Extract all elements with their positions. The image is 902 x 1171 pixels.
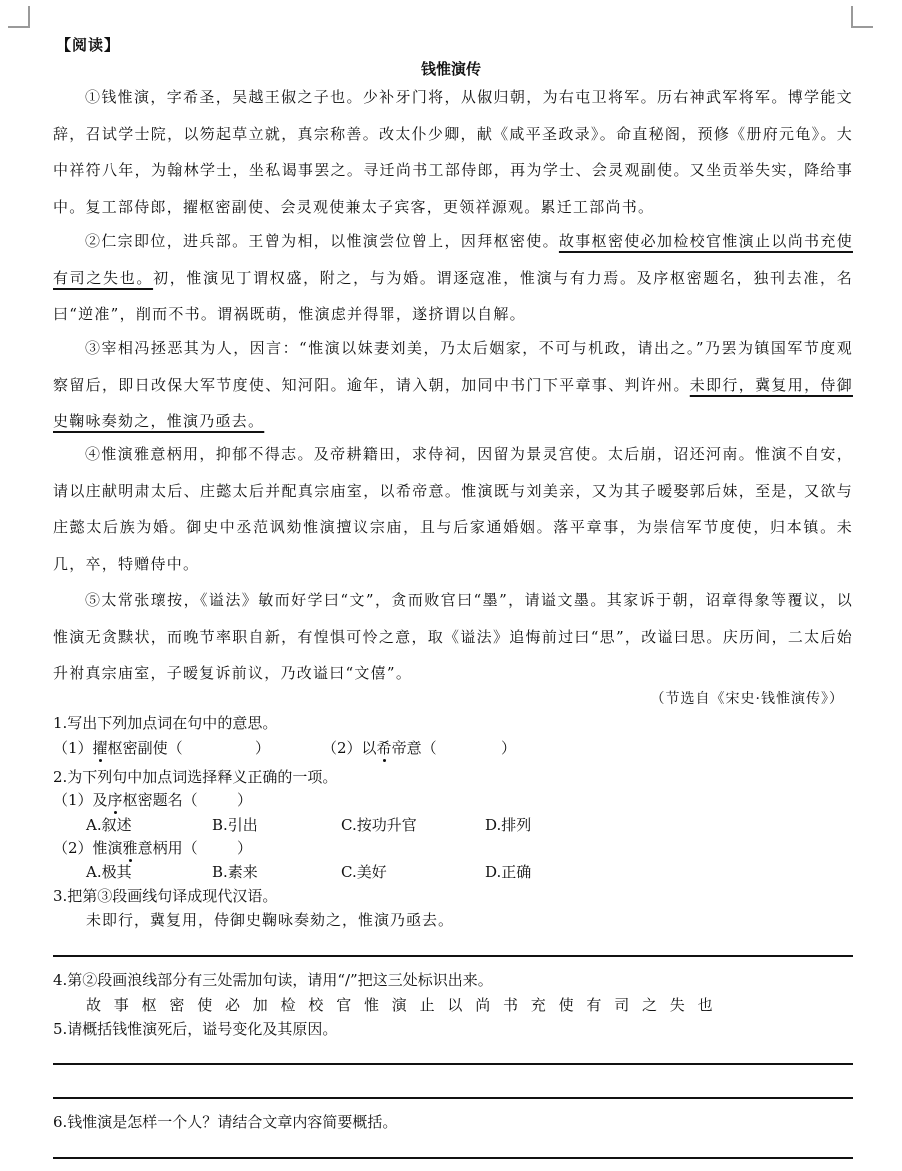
question-6-stem: 6.钱惟演是怎样一个人？请结合文章内容简要概括。 [53,1113,398,1131]
paragraph-1: ①钱惟演，字希圣，吴越王俶之子也。少补牙门将，从俶归朝，为右屯卫将军。历右神武军将军。博学能文辞，召试学士院，以笏起草立就，真宗称善。改太仆少卿，献《咸平圣政录》。命直秘阁，预修《册府元龟》。大中祥符八年，为翰林学士，坐私谒事罢之。寻迁尚书工部侍郎，再为学士、会灵观副使。又坐贡举失实，降给事中。复工部侍郎，擢枢密副使、会灵观使兼太子宾客，更领祥源观。累迁工部尚书。 [53,88,853,216]
section-tag: 【阅读】 [56,36,121,54]
option-c: C.美好 [341,863,387,881]
question-1-item-2: （2）以希帝意（ [322,739,437,757]
question-5-stem: 5.请概括钱惟演死后，谥号变化及其原因。 [53,1020,338,1038]
option-b: B.引出 [212,816,258,834]
answer-blank-close: ） [255,739,271,757]
option-d: D.正确 [485,863,532,881]
question-3-stem: 3.把第③段画线句译成现代汉语。 [53,887,278,905]
paragraph-4: ④惟演雅意柄用，抑郁不得志。及帝耕籍田，求侍祠，因留为景灵宫使。太后崩，诏还河南。惟演不自安，请以庄献明肃太后、庄懿太后并配真宗庙室，以希帝意。惟演既与刘美亲，又为其子暧娶郭后妹，至是，又欲与庄懿太后族为婚。御史中丞范讽劾惟演擅议宗庙，且与后家通婚姻。落平章事，为崇信军节度使，归本镇。未几，卒，特赠侍中。 [53,445,853,573]
paragraph-2: ②仁宗即位，进兵部。王曾为相，以惟演尝位曾上，因拜枢密使。故事枢密使必加检校官惟演止以尚书充使有司之失也。初，惟演见丁谓权盛，附之，与为婚。谓逐寇准，惟演与有力焉。及序枢密题名，独刊去准，名曰“逆准”，削而不书。谓祸既萌，惟演虑并得罪，遂挤谓以自解。 [53,232,853,323]
option-b: B.素来 [212,863,258,881]
answer-line [53,1097,853,1099]
question-4-sentence: 故事枢密使必加检校官惟演止以尚书充使有司之失也 [86,996,726,1014]
option-d: D.排列 [485,816,532,834]
crop-mark [851,6,853,28]
crop-mark [8,26,30,28]
question-2-item-1: （1）及序枢密题名（ [53,791,198,809]
answer-blank-close: ） [237,791,253,809]
question-1-stem: 1.写出下列加点词在句中的意思。 [53,714,278,732]
answer-line [53,1063,853,1065]
answer-blank-close: ） [237,839,253,857]
question-2-stem: 2.为下列句中加点词选择释义正确的一项。 [53,768,338,786]
question-4-stem: 4.第②段画浪线部分有三处需加句读，请用“/”把这三处标识出来。 [53,971,493,989]
option-c: C.按功升官 [341,816,417,834]
paragraph-3: ③宰相冯拯恶其为人，因言：“惟演以妹妻刘美，乃太后姻家，不可与机政，请出之。”乃罢为镇国军节度观察留后，即日改保大军节度使、知河阳。逾年，请入朝，加同中书门下平章事、判许州。未即行，冀复用，侍御史鞠咏奏劾之，惟演乃亟去。 [53,339,853,430]
wavy-underlined-sentence: 故事枢密使必加检校官惟演止以尚书充使有司之失也。 [53,232,853,287]
source-citation: （节选自《宋史·钱惟演传》） [650,691,844,707]
answer-line [53,1157,853,1159]
dotted-word: 希 [376,739,392,757]
question-2-item-2: （2）惟演雅意柄用（ [53,839,198,857]
crop-mark [28,6,30,28]
answer-blank-close: ） [501,739,517,757]
answer-line [53,955,853,957]
underlined-sentence: 未即行，冀复用，侍御史鞠咏奏劾之，惟演乃亟去。 [53,375,853,430]
option-a: A.极其 [86,863,132,881]
question-1-item-1: （1）擢枢密副使（ [53,739,183,757]
option-a: A.叙述 [86,816,132,834]
crop-mark [851,26,873,28]
dotted-word: 雅 [122,839,138,857]
paragraph-5: ⑤太常张瓌按，《谥法》敏而好学曰“文”，贪而败官曰“墨”，请谥文墨。其家诉于朝，诏章得象等覆议，以惟演无贪黩状，而晚节率职自新，有惶惧可怜之意，取《谥法》追悔前过曰“思”，改谥曰思。庆历间，二太后始升祔真宗庙室，子暧复诉前议，乃改谥曰“文僖”。 [53,591,853,682]
passage-title: 钱惟演传 [420,60,481,78]
dotted-word: 擢 [92,739,108,757]
dotted-word: 序 [107,791,123,809]
question-3-sentence: 未即行，冀复用，侍御史鞠咏奏劾之，惟演乃亟去。 [86,911,455,929]
